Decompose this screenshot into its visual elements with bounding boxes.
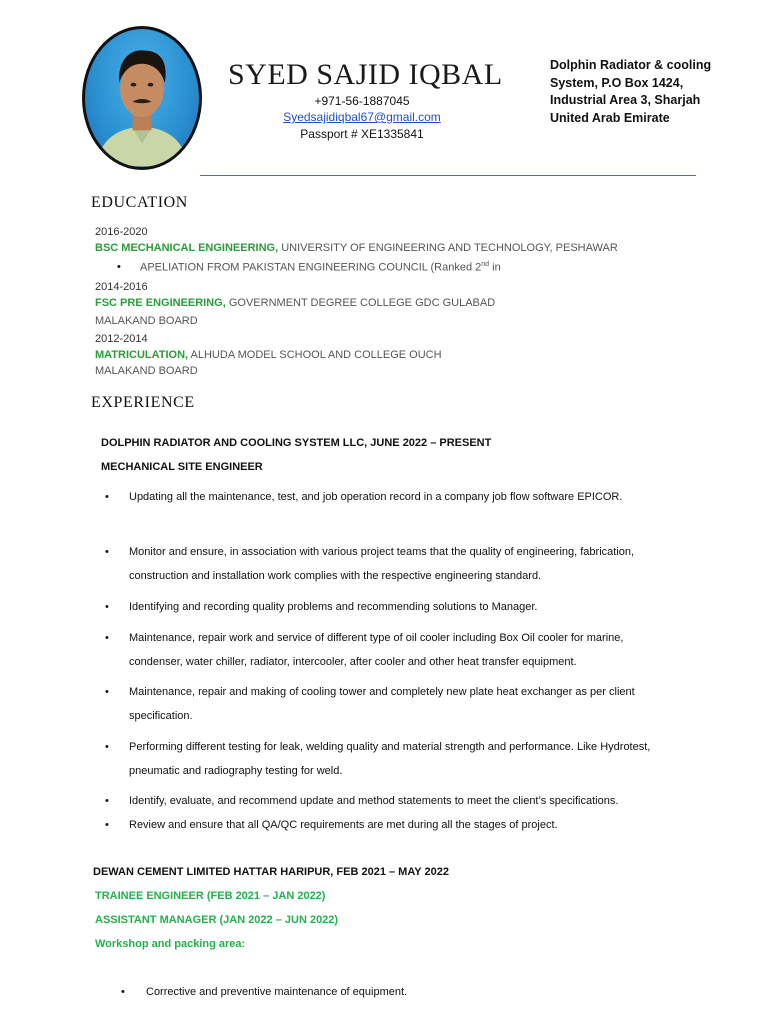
passport-number: Passport # XE1335841 (300, 127, 424, 141)
board-name: MALAKAND BOARD (95, 315, 198, 327)
responsibility-item: Maintenance, repair and making of cooling tower and completely new plate heat exchanger as per client specification. (129, 686, 635, 722)
header-divider (200, 175, 696, 176)
responsibility-item: Performing different testing for leak, welding quality and material strength and performance. Like Hydrotest, pneumatic and radiography testing for weld. (129, 741, 651, 777)
email-link[interactable]: Syedsajidiqbal67@gmail.com (283, 110, 441, 124)
board-name: MALAKAND BOARD (95, 365, 198, 377)
job-title: ASSISTANT MANAGER (JAN 2022 – JUN 2022) (95, 914, 339, 926)
degree-name: MATRICULATION, (95, 349, 189, 361)
institution-name: UNIVERSITY OF ENGINEERING AND TECHNOLOGY, PESHAWAR (278, 242, 618, 254)
education-line (95, 242, 618, 254)
note-superscript: nd (481, 261, 490, 268)
responsibility-item: Identifying and recording quality problems and recommending solutions to Manager. (129, 601, 538, 613)
responsibility-item: Updating all the maintenance, test, and job operation record in a company job flow software EPICOR. (129, 491, 623, 503)
bullet-icon: • (105, 795, 109, 807)
bullet-icon: • (105, 741, 109, 753)
company-name: DEWAN CEMENT LIMITED HATTAR HARIPUR, FEB 2021 – MAY 2022 (93, 866, 449, 878)
education-years: 2016-2020 (95, 226, 148, 238)
bullet-icon: • (105, 819, 109, 831)
responsibility-item: Monitor and ensure, in association with various project teams that the quality of engineering, fabrication, construction and installation work complies with the respective engineering standard. (129, 546, 635, 582)
education-years: 2012-2014 (95, 333, 148, 345)
experience-heading: EXPERIENCE (91, 394, 195, 411)
company-name: DOLPHIN RADIATOR AND COOLING SYSTEM LLC, JUNE 2022 – PRESENT (101, 437, 492, 449)
responsibility-item: Maintenance, repair work and service of different type of oil cooler including Box Oil cooler for marine, condenser, water chiller, radiator, intercooler, after cooler and other heat transfer equipment. (129, 632, 624, 668)
responsibility-item: Identify, evaluate, and recommend update and method statements to meet the client’s specifications. (129, 795, 619, 807)
work-area: Workshop and packing area: (95, 938, 246, 950)
address-line: System, P.O Box 1424, (550, 75, 684, 90)
address-block (550, 57, 750, 127)
responsibility-item: Corrective and preventive maintenance of equipment. (146, 986, 408, 998)
bullet-icon: • (105, 632, 109, 644)
degree-name: FSC PRE ENGINEERING, (95, 297, 226, 309)
candidate-name: SYED SAJID IQBAL (228, 58, 503, 91)
education-line (95, 297, 495, 309)
bullet-icon: • (117, 261, 121, 273)
education-heading: EDUCATION (91, 194, 188, 211)
education-note (140, 261, 501, 274)
institution-name: GOVERNMENT DEGREE COLLEGE GDC GULABAD (225, 297, 496, 309)
note-text: APELIATION FROM PAKISTAN ENGINEERING COUNCIL (Ranked 2 (140, 261, 482, 274)
phone-number: +971-56-1887045 (314, 94, 410, 108)
job-title: TRAINEE ENGINEER (FEB 2021 – JAN 2022) (95, 890, 326, 902)
bullet-icon: • (105, 601, 109, 613)
address-line: Dolphin Radiator & cooling (550, 58, 712, 72)
degree-name: BSC MECHANICAL ENGINEERING, (95, 242, 279, 254)
note-end: in (489, 261, 501, 274)
bullet-icon: • (105, 491, 109, 503)
responsibility-item: Review and ensure that all QA/QC requirements are met during all the stages of project. (129, 819, 558, 831)
address-line: United Arab Emirate (550, 110, 670, 125)
person-portrait-icon (85, 29, 199, 167)
bullet-icon: • (105, 686, 109, 698)
institution-name: ALHUDA MODEL SCHOOL AND COLLEGE OUCH (188, 349, 442, 361)
education-line (95, 349, 442, 361)
bullet-icon: • (105, 546, 109, 558)
education-years: 2014-2016 (95, 281, 148, 293)
job-title: MECHANICAL SITE ENGINEER (101, 461, 263, 473)
bullet-icon: • (121, 986, 125, 998)
profile-photo (82, 26, 202, 170)
address-line: Industrial Area 3, Sharjah (550, 93, 701, 107)
